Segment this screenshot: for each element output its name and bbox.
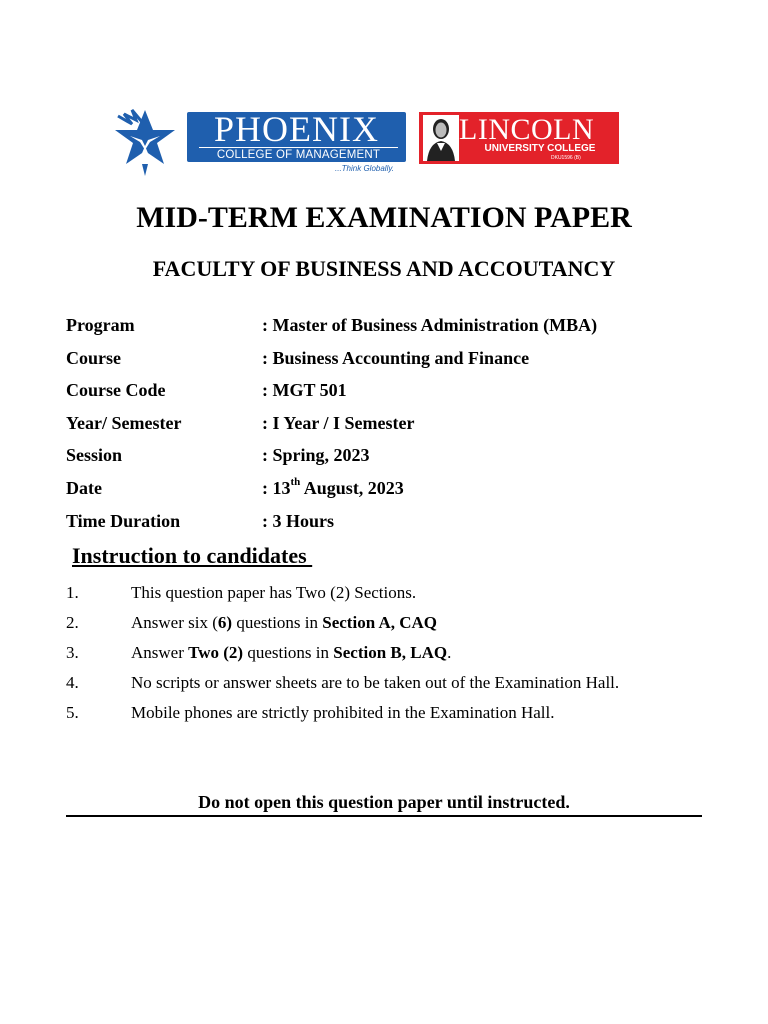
detail-value: : Master of Business Administration (MBA) <box>262 315 598 335</box>
instruction-segment: No scripts or answer sheets are to be taken out of the Examination Hall. <box>131 673 620 692</box>
instruction-number: 1. <box>66 583 79 602</box>
instruction-text <box>131 640 451 666</box>
lincoln-logo-box <box>419 112 619 164</box>
detail-row <box>66 507 706 540</box>
instruction-emphasis: Section B, LAQ <box>333 643 448 662</box>
instruction-emphasis: Two (2) <box>188 643 244 662</box>
instruction-text <box>131 610 437 636</box>
faculty-heading: FACULTY OF BUSINESS AND ACCOUTANCY <box>152 256 616 281</box>
detail-value-ordinal: th <box>290 475 301 488</box>
detail-label: Course Code <box>66 380 166 401</box>
detail-label: Year/ Semester <box>66 412 182 433</box>
instructions-list <box>66 580 726 730</box>
instruction-segment: This question paper has Two (2) Sections. <box>131 583 417 602</box>
detail-row <box>66 441 706 474</box>
instruction-text <box>131 700 555 726</box>
lincoln-logo-name: LINCOLN <box>459 113 595 146</box>
instruction-item <box>66 700 726 730</box>
instruction-item <box>66 610 726 640</box>
instruction-number: 3. <box>66 643 79 662</box>
lincoln-logo-subtitle: UNIVERSITY COLLEGE <box>484 143 596 154</box>
detail-value: : I Year / I Semester <box>262 412 415 433</box>
phoenix-logo-subtitle: COLLEGE OF MANAGEMENT <box>199 147 398 162</box>
detail-label: Time Duration <box>66 510 181 531</box>
instruction-number: 4. <box>66 673 79 692</box>
phoenix-logo-box <box>187 109 406 162</box>
detail-value <box>262 474 404 502</box>
phoenix-bird-star-logo <box>112 106 178 178</box>
instructions-heading: Instruction to candidates <box>72 543 313 568</box>
phoenix-logo-tagline: ...Think Globally. <box>335 164 394 173</box>
logo-banner <box>112 104 622 180</box>
phoenix-logo-name: PHOENIX <box>214 109 379 149</box>
instruction-number: 5. <box>66 703 79 722</box>
detail-row <box>66 311 706 344</box>
detail-value-day: : 13 <box>262 477 291 498</box>
instruction-segment: questions in <box>232 613 323 632</box>
instruction-number: 2. <box>66 613 79 632</box>
instruction-segment: Answer <box>131 643 189 662</box>
instruction-text <box>131 670 619 696</box>
footer-notice: Do not open this question paper until instructed. <box>198 792 570 812</box>
instruction-segment: Mobile phones are strictly prohibited in the Examination Hall. <box>131 703 555 722</box>
instruction-item <box>66 580 726 610</box>
instruction-text <box>131 580 416 606</box>
detail-value: : 3 Hours <box>262 510 334 531</box>
detail-label: Program <box>66 315 135 335</box>
instruction-emphasis: Section A, CAQ <box>322 613 438 632</box>
lincoln-bust-icon <box>423 115 459 161</box>
detail-value: : Business Accounting and Finance <box>262 347 530 368</box>
detail-label: Session <box>66 445 123 466</box>
footer-divider <box>66 815 702 817</box>
detail-row <box>66 474 706 507</box>
detail-row <box>66 409 706 442</box>
detail-value-month-year: August, 2023 <box>300 477 404 498</box>
detail-label: Date <box>66 477 102 498</box>
instruction-item <box>66 670 726 700</box>
detail-label: Course <box>66 347 121 368</box>
instruction-segment: questions in <box>243 643 334 662</box>
instruction-emphasis: 6) <box>217 613 233 632</box>
instruction-segment: . <box>447 643 452 662</box>
exam-title: MID-TERM EXAMINATION PAPER <box>136 201 632 234</box>
exam-details-table <box>66 311 706 539</box>
instruction-segment: Answer six ( <box>131 613 218 632</box>
detail-row <box>66 376 706 409</box>
detail-value: : MGT 501 <box>262 380 347 401</box>
detail-value: : Spring, 2023 <box>262 445 370 466</box>
detail-row <box>66 344 706 377</box>
lincoln-logo-registration: DKU1596 (B) <box>551 155 581 161</box>
instruction-item <box>66 640 726 670</box>
